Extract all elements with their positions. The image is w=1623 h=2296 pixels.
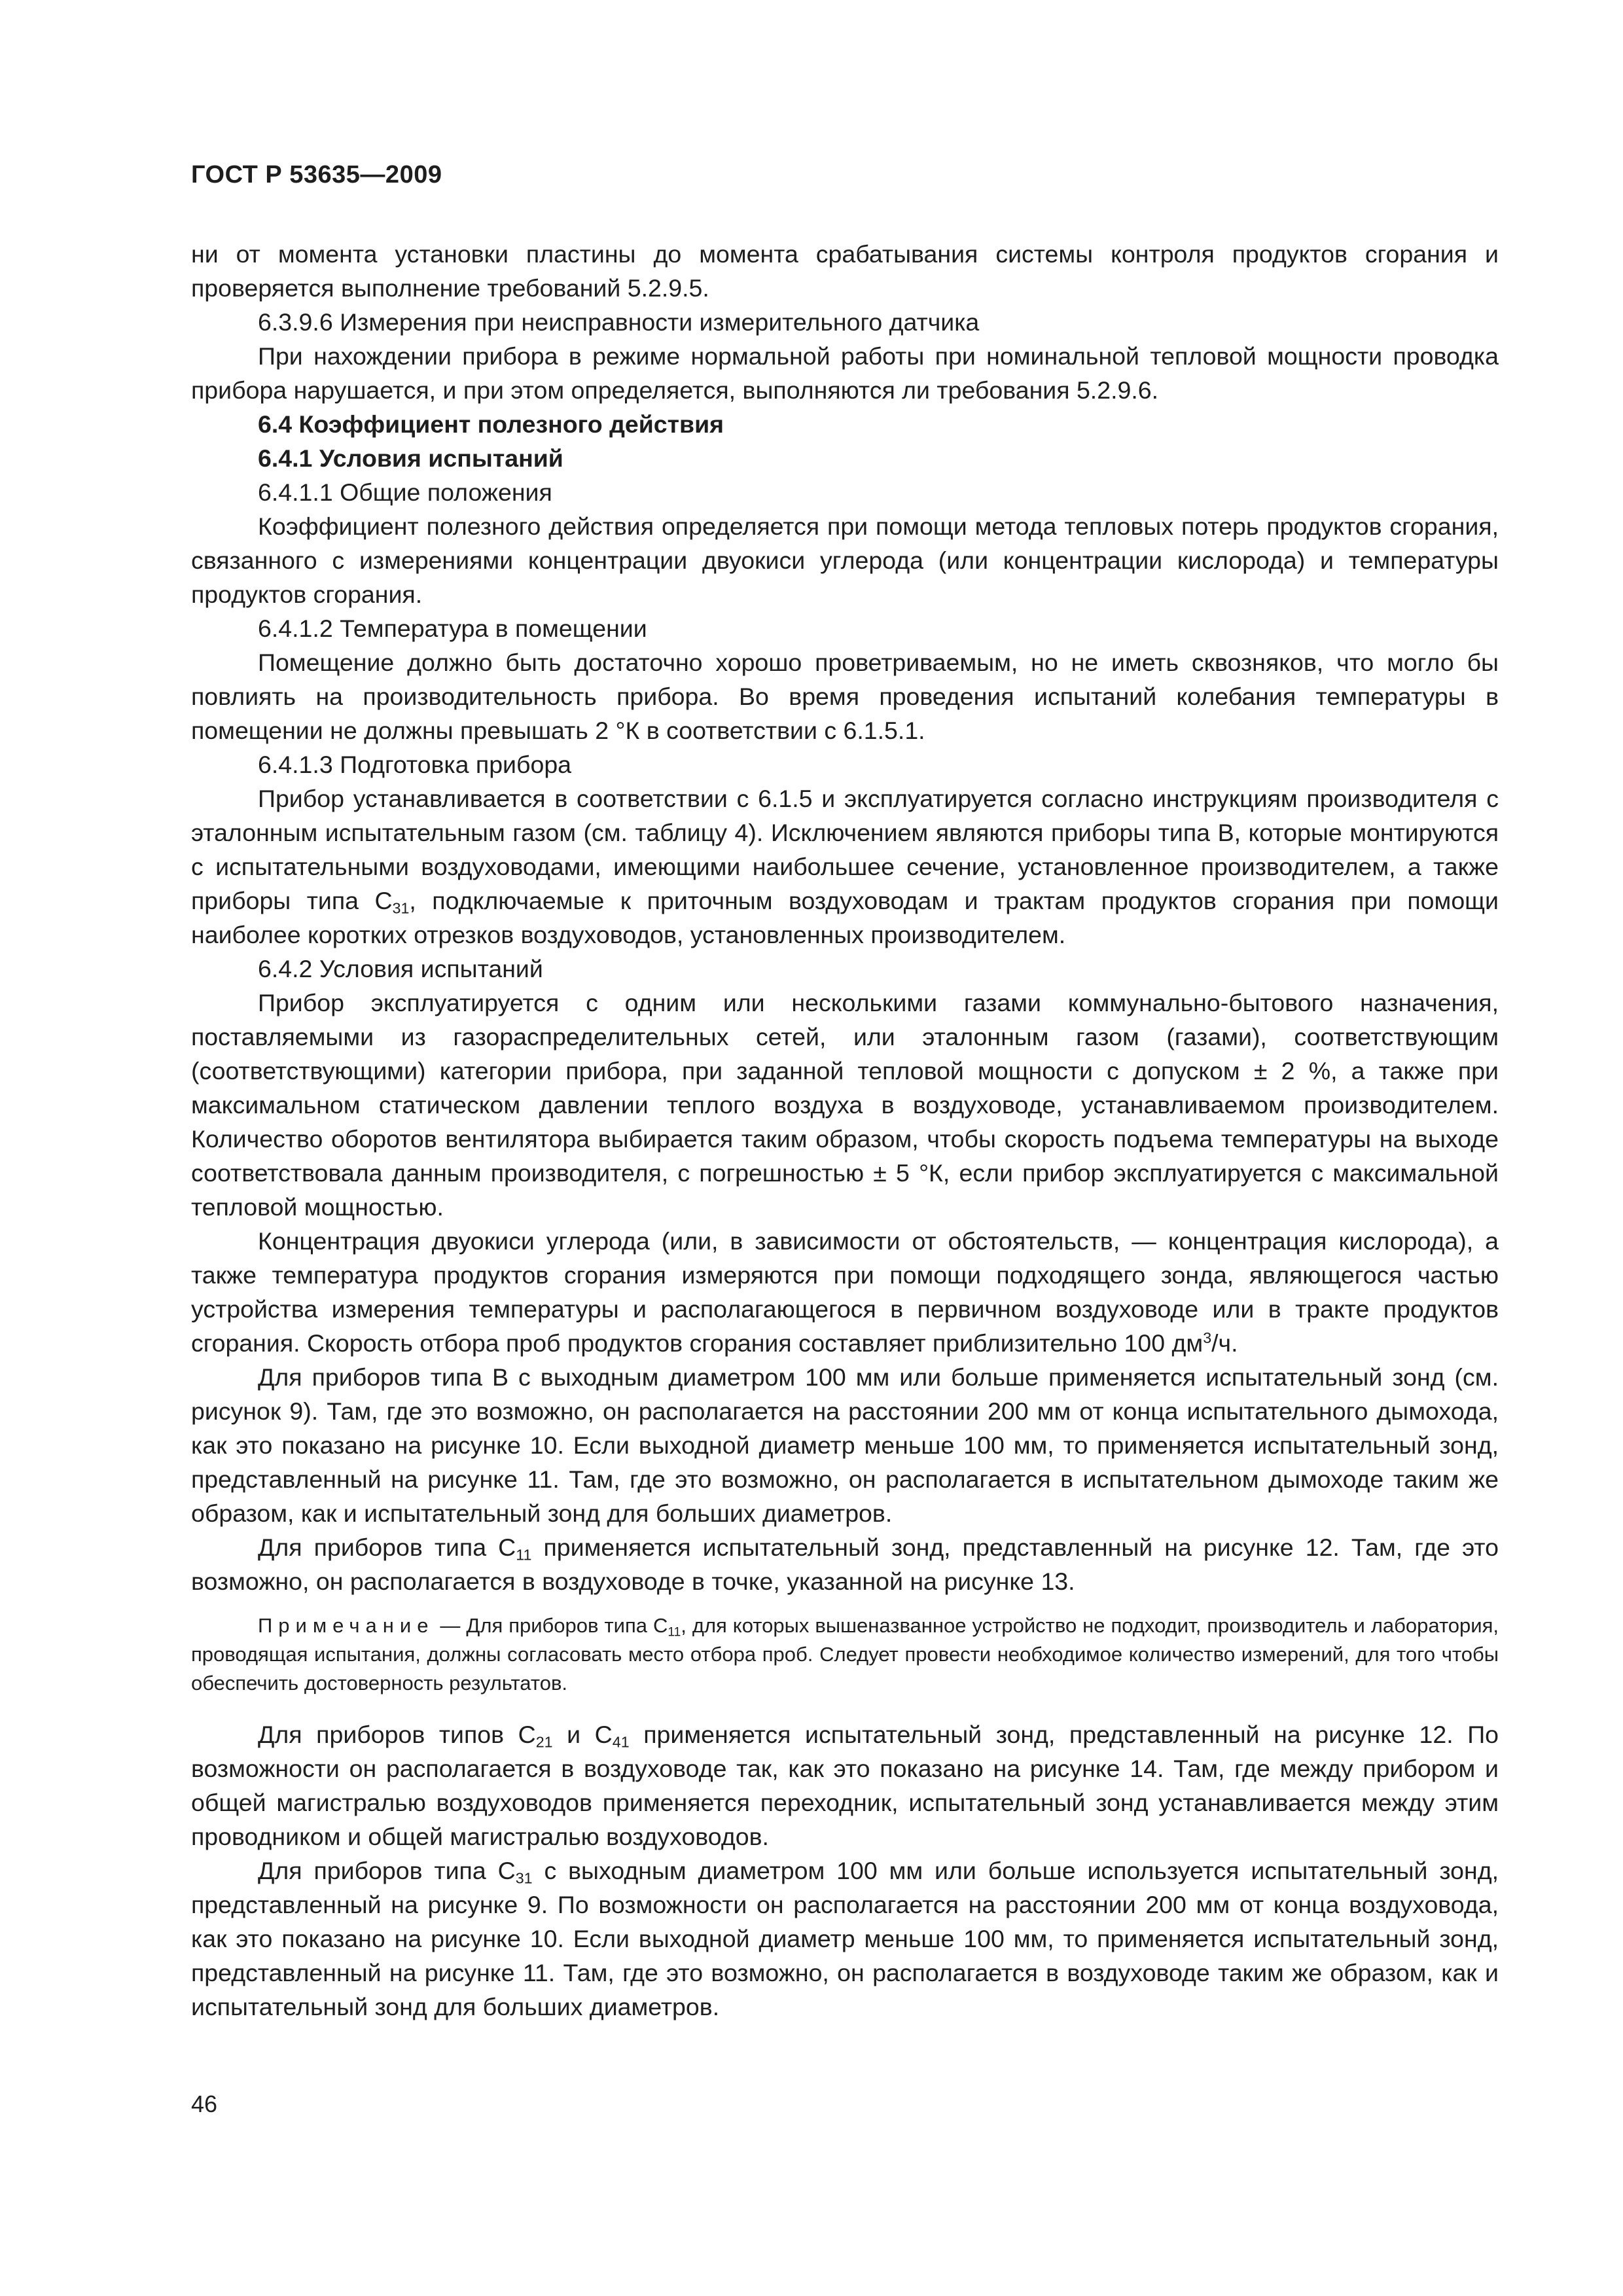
clause-heading: 6.4.1.1 Общие положения <box>258 478 552 506</box>
text-run: с выходным диаметром 100 мм или больше используется испытательный зонд, представленный на рисунке 9. По возможности он располагается на расстоянии 200 мм от конца воздуховода, как это показано на рисунке 10. Если выходной диаметр меньше 100 мм, то применяется испытательный зонд, представленный на рисунке 11. Там, где это возможно, он располагается в воздуховоде таким же образом, как и испытательный зонд для больших диаметров. <box>191 1857 1499 2020</box>
clause-heading: 6.4.1.2 Температура в помещении <box>258 615 647 642</box>
text-run: применяется испытательный зонд, представленный на рисунке 12. По возможности он располагается в воздуховоде так, как это показано на рисунке 14. Там, где между прибором и общей магистралью воздуховодов применяется переходник, испытательный зонд устанавливается между этим проводником и общей магистралью воздуховодов. <box>191 1721 1499 1850</box>
text-run: применяется испытательный зонд, представленный на рисунке 12. Там, где это возможно, он располагается в воздуховоде в точке, указанной на рисунке 13. <box>191 1534 1499 1595</box>
subscript: 11 <box>516 1546 532 1564</box>
paragraph: Прибор эксплуатируется с одним или несколькими газами коммунально-бытового назначения, поставляемыми из газораспределительных сетей, или эталонным газом (газами), соответствующим (соответствующими) категории прибора, при заданной тепловой мощности с допуском ± 2 %, а также при максимальном статическом давлении теплого воздуха в воздуховоде, устанавливаемом производителем. Количество оборотов вентилятора выбирается таким образом, чтобы скорость подъема температуры на выходе соответствовала данным производителя, с погрешностью ± 5 °К, если прибор эксплуатируется с максимальной тепловой мощностью. <box>191 989 1499 1221</box>
subscript: 31 <box>515 1869 533 1887</box>
superscript: 3 <box>1203 1329 1212 1347</box>
document-body <box>191 237 1499 2024</box>
paragraph: ни от момента установки пластины до момента срабатывания системы контроля продуктов сгорания и проверяется выполнение требований 5.2.9.5. <box>191 240 1499 302</box>
paragraph <box>191 1224 1499 1360</box>
paragraph <box>191 1717 1499 1854</box>
document-header: ГОСТ Р 53635—2009 <box>191 161 442 188</box>
subscript: 41 <box>612 1733 630 1751</box>
paragraph: Коэффициент полезного действия определяется при помощи метода тепловых потерь продуктов сгорания, связанного с измерениями концентрации двуокиси углерода (или концентрации кислорода) и температуры продуктов сгорания. <box>191 512 1499 608</box>
text-run: Прибор устанавливается в соответствии с 6.1.5 и эксплуатируется согласно инструкциям производителя с эталонным испытательным газом (см. таблицу 4). Исключением являются приборы типа В, которые монтируются с испытательными воздуховодами, имеющими наибольшее сечение, установленное производителем, а также приборы типа С <box>191 785 1499 914</box>
subscript: 21 <box>535 1733 553 1751</box>
clause-heading: 6.3.9.6 Измерения при неисправности измерительного датчика <box>258 308 980 336</box>
text-run: Для приборов типа С <box>258 1534 516 1561</box>
text-run: , подключаемые к приточным воздуховодам и трактам продуктов сгорания при помощи наиболее коротких отрезков воздуховодов, установленных производителем. <box>191 887 1499 948</box>
document-page <box>191 0 1499 2296</box>
text-run: и С <box>552 1721 613 1748</box>
text-run: Для приборов типов С <box>258 1721 536 1748</box>
section-heading: 6.4 Коэффициент полезного действия <box>258 410 724 438</box>
clause-heading: 6.4.1.3 Подготовка прибора <box>258 751 572 778</box>
paragraph <box>191 1854 1499 2024</box>
paragraph: Помещение должно быть достаточно хорошо проветриваемым, но не иметь сквозняков, что могло бы повлиять на производительность прибора. Во время проведения испытаний колебания температуры в помещении не должны превышать 2 °К в соответствии с 6.1.5.1. <box>191 649 1499 744</box>
subscript: 31 <box>392 899 410 917</box>
paragraph <box>191 1530 1499 1598</box>
paragraph: При нахождении прибора в режиме нормальной работы при номинальной тепловой мощности проводка прибора нарушается, и при этом определяется, выполняются ли требования 5.2.9.6. <box>191 342 1499 404</box>
text-run: /ч. <box>1211 1329 1238 1357</box>
page-number: 46 <box>191 2090 218 2117</box>
clause-heading: 6.4.2 Условия испытаний <box>258 955 543 982</box>
paragraph: Для приборов типа В с выходным диаметром 100 мм или больше применяется испытательный зонд (см. рисунок 9). Там, где это возможно, он располагается на расстоянии 200 мм от конца испытательного дымохода, как это показано на рисунке 10. Если выходной диаметр меньше 100 мм, то применяется испытательный зонд, представленный на рисунке 11. Там, где это возможно, он располагается в испытательном дымоходе таким же образом, как и испытательный зонд для больших диаметров. <box>191 1363 1499 1527</box>
text-run: Концентрация двуокиси углерода (или, в зависимости от обстоятельств, — концентрация кислорода), а также температура продуктов сгорания измеряются при помощи подходящего зонда, являющегося частью устройства измерения температуры и располагающегося в первичном воздуховоде или в тракте продуктов сгорания. Скорость отбора проб продуктов сгорания составляет приблизительно 100 дм <box>191 1227 1499 1357</box>
note <box>191 1611 1499 1698</box>
paragraph <box>191 781 1499 952</box>
subsection-heading: 6.4.1 Условия испытаний <box>258 444 563 472</box>
subscript: 11 <box>668 1625 681 1640</box>
note-label: Примечание <box>258 1614 435 1637</box>
text-run: , для которых вышеназванное устройство не подходит, производитель и лаборатория, проводящая испытания, должны согласовать место отбора проб. Следует провести необходимое количество измерений, для того чтобы обеспечить достоверность результатов. <box>191 1614 1499 1695</box>
text-run: Для приборов типа С <box>258 1857 516 1884</box>
text-run: — Для приборов типа С <box>434 1614 668 1637</box>
